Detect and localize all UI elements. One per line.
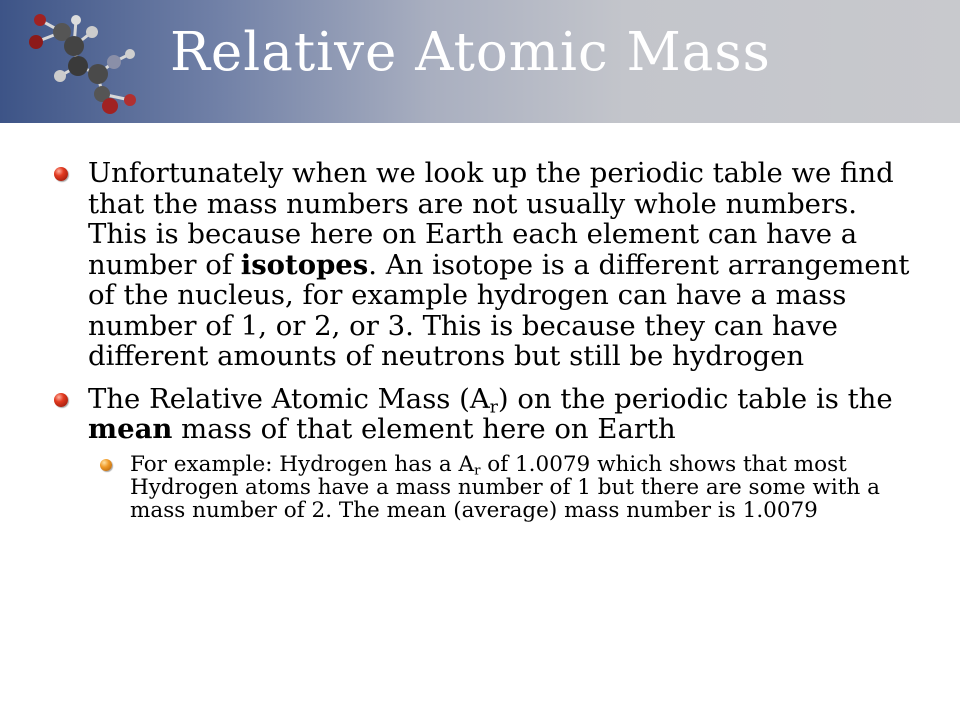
molecule-icon (14, 2, 154, 120)
subscript-text: r (489, 396, 498, 417)
bullet-bold-text: mean (88, 413, 173, 445)
bullet-bold-text: isotopes (240, 248, 369, 281)
bullet-text: ) on the periodic table is the (497, 382, 893, 415)
sub-bullet-text: of 1.0079 which shows that most Hydrogen atoms have a mass number of 1 but there are some with a mass number of 2. The mean (average) mass number is 1.0079 (130, 451, 880, 523)
sub-bullet-item-hydrogen-example (98, 453, 890, 522)
bullet-icon (54, 167, 68, 181)
sub-bullet-icon (100, 459, 112, 471)
bullet-item-relative-atomic-mass (50, 384, 910, 445)
bullet-icon (54, 393, 68, 407)
bullet-item-isotopes (50, 158, 910, 372)
slide-title: Relative Atomic Mass (170, 22, 771, 83)
bullet-text: . An isotope is a different arrangement of the nucleus, for example hydrogen can have a mass number of 1, or 2, or 3. This is because they can have different amounts of neutrons but still be hydrogen (88, 248, 910, 372)
sub-bullet-text: For example: Hydrogen has a A (130, 451, 475, 477)
bullet-text: The Relative Atomic Mass (A (88, 382, 490, 415)
slide-header (0, 0, 960, 123)
subscript-text: r (474, 462, 481, 478)
bullet-text: Unfortunately when we look up the periodic table we find that the mass numbers are not usually whole numbers. This is because here on Earth each element can have a number of (88, 157, 894, 281)
bullet-text: mass of that element here on Earth (172, 413, 676, 445)
slide-body (50, 158, 910, 522)
